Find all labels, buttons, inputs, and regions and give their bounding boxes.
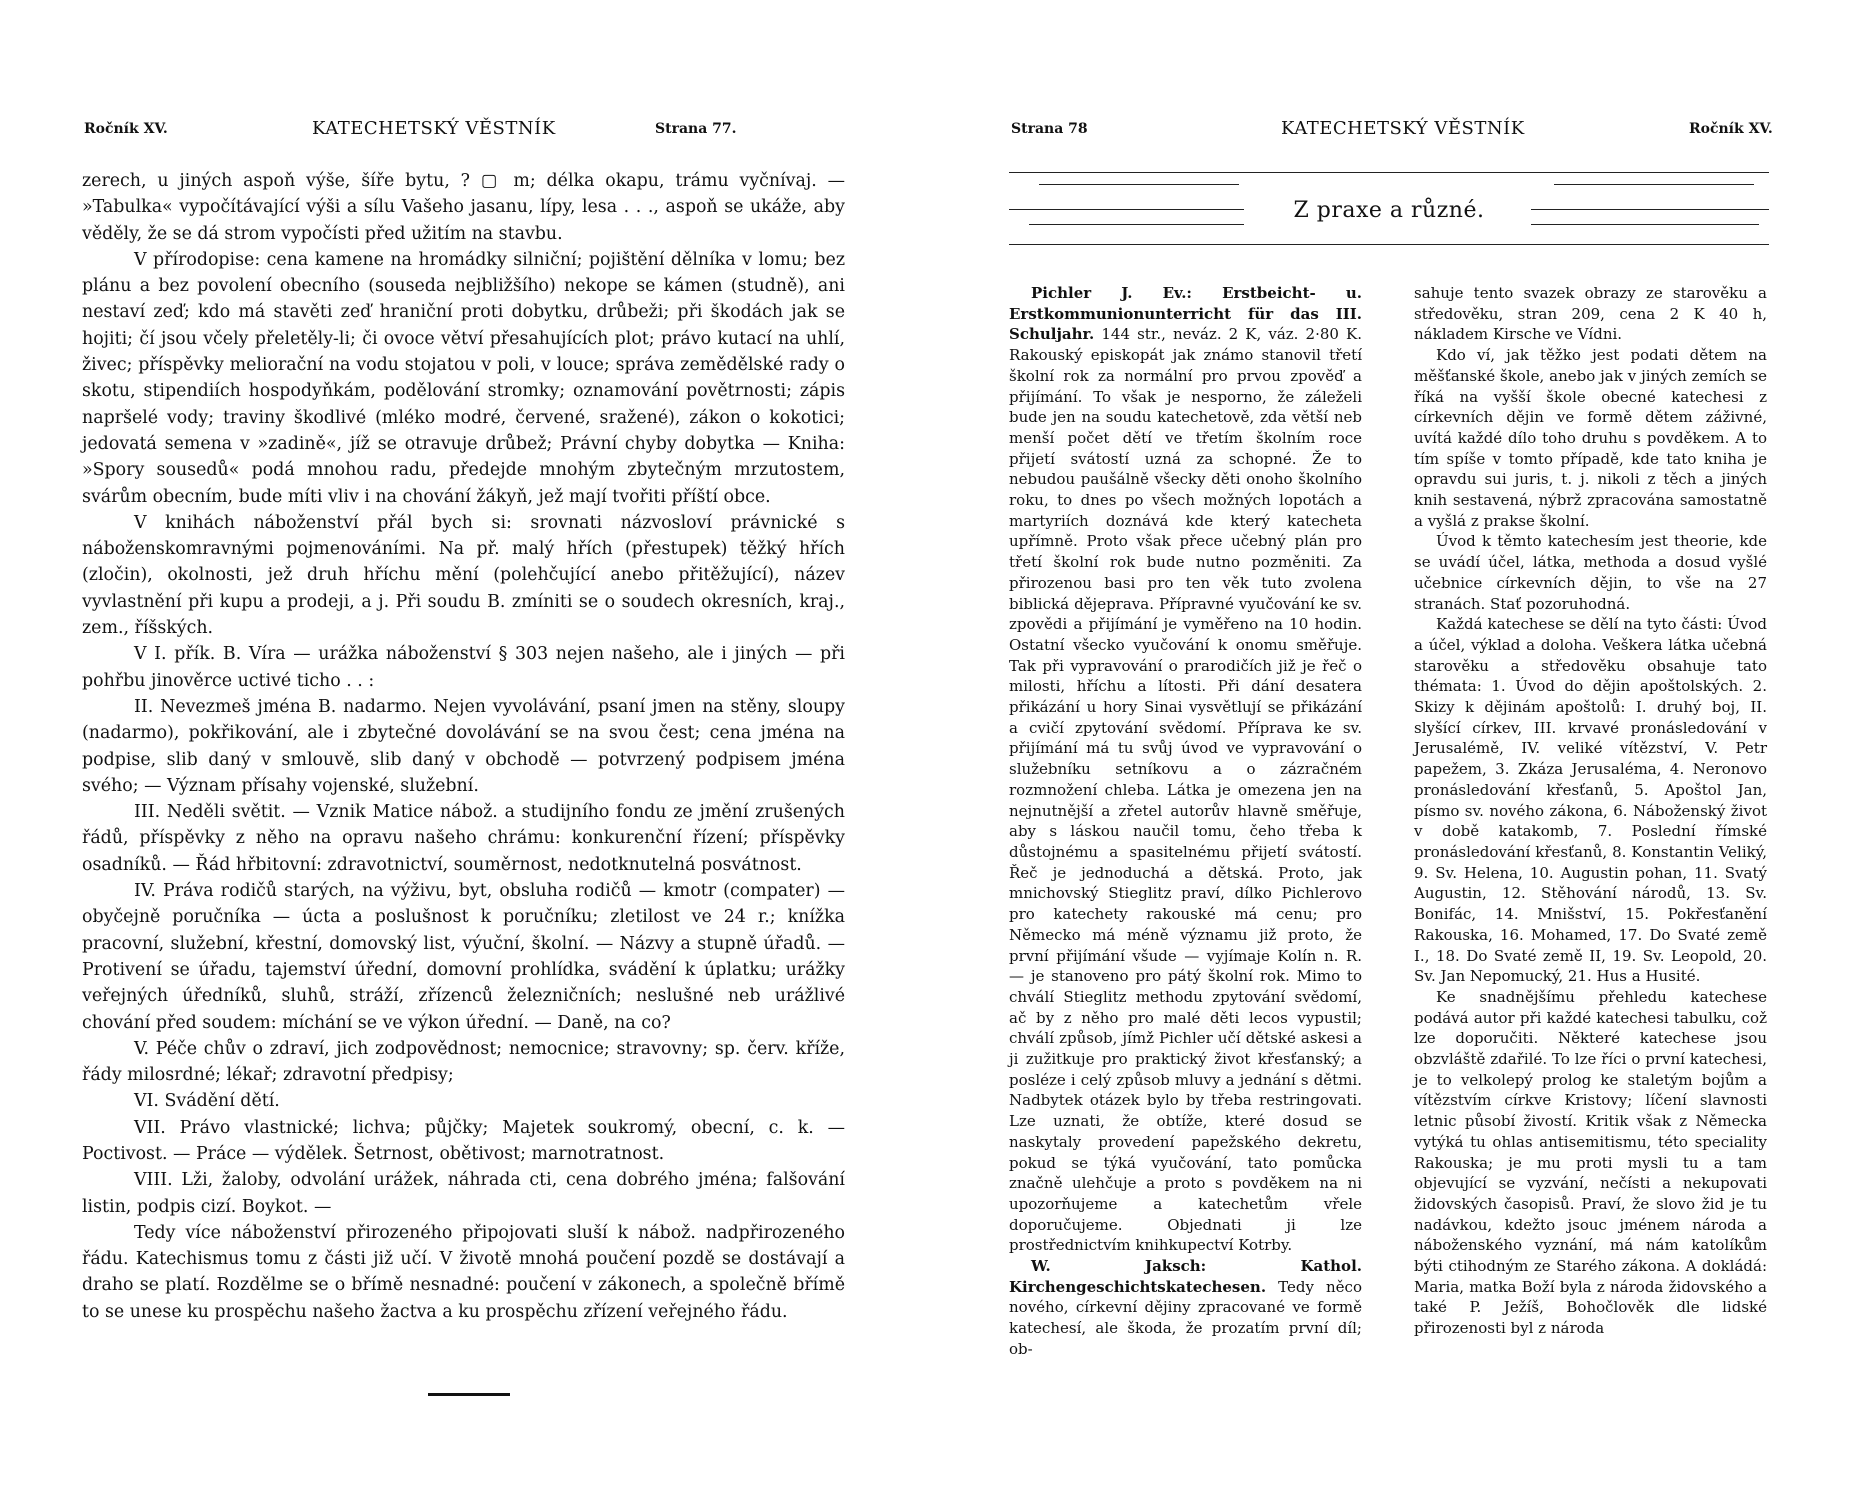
paragraph: V. Péče chův o zdraví, jich zodpovědnost; nemocnice; stravovny; sp. červ. kříže, řády milosrdné; lékař; zdravotní předpisy; bbox=[82, 1038, 845, 1086]
paragraph: V přírodopise: cena kamene na hromádky silniční; pojištění dělníka v lomu; bez plánu a bez povolení obecního (souseda nejbližšího) nekope se kámen (studně), ani nestaví zeď; kdo má stavěti zeď hraniční proti dobytku, drůbeži; při škodách jak se hojiti; čí jsou včely přeletěly-li; či ovoce větví přesahujících plot; právo kutací na uhlí, živec; příspěvky meliorační na vodu stojatou v poli, v louce; správa zemědělské rady o skotu, stipendiích hospodyňkám, podělování stromky; oznamování povětrnosti; zápis napršelé vody; traviny škodlivé (mléko modré, červené, sražené), zákon o kokotici; jedovatá semena v »zadině«, jíž se otravuje drůbež; Právní chyby dobytka — Kniha: »Spory sousedů« podá mnohou radu, předejde mnohým zbytečným mrzutostem, svárům obecním, bude míti vliv i na chování žákyň, jež mají tvořiti příští obce. bbox=[82, 249, 845, 507]
rule bbox=[1554, 184, 1754, 185]
review-text: 144 str., neváz. 2 K, váz. 2·80 K. Rakouský episkopát jak známo stanovil třetí školní rok za normální pro prvou zpověď a přijímání. To však je nesporno, že záleželi bude jen na soudu katechetově, zda větší neb menší počet dětí ve třetím školním roce přijetí svátostí uzná za schopné. Že to nebudou paušálně všecky děti onoho školního roku, to dnes po všech možných lopotách a martyriích doznává kde který katecheta upřímně. Proto však přece učebný plán pro třetí školní rok bude nutno pozměniti. Za přirozenou basi pro ten věk tuto zvolena biblická dějeprava. Přípravné vyučování ke sv. zpovědi a přijímání je vyměřeno na 10 hodin. Ostatní všecko vyučování k onomu směřuje. Tak při vypravování o prarodičích již je řeč o milosti, hříchu a lítosti. Při dání desatera přikázání u hory Sinai vysvětlují se přikázání a cvičí zpytování svědomí. Příprava ke sv. přijímání má tu svůj úvod ve vypravování o služebníku setníkovu a o zázračném rozmnožení chleba. Látka je omezena jen na nejnutnější a zřetel autorův hlavně směřuje, aby s láskou naučil tomu, čeho třeba k důstojnému a spasitelnému přijetí svátostí. Řeč je jednoduchá a dětská. Proto, jak mnichovský Stieglitz praví, dílko Pichlerovo pro katechety rakouské má cenu; pro Německo má méně významu již proto, že první přijímání všude — vyjímaje Kolín n. R. — je stanoveno pro pátý školní rok. Mimo to chválí Stieglitz methodu zpytování svědomí, ač by z něho pro malé děti lecos vypustil; chválí způsob, jímž Pichler učí dětské askesi a ji zužitkuje pro praktický život křesťanský; a posléze i celý způsob mluvy a jednání s dětmi. Nadbytek otázek bylo by třeba restringovati. Lze uznati, že obtíže, které dosud se naskytaly provedení papežského dekretu, pokud se týká vyučování, tato pomůcka značně ulehčuje a proto s povděkem na ni upozorňujeme a katechetům vřele doporučujeme. Objednati ji lze prostřednictvím knihkupectví Kotrby. bbox=[1009, 325, 1362, 1255]
paragraph: sahuje tento svazek obrazy ze starověku a středověku, stran 209, cena 2 K 40 h, nákladem Kirsche ve Vídni. bbox=[1414, 284, 1767, 344]
right-running-head-page: Strana 78 bbox=[1011, 121, 1088, 137]
review-entry bbox=[1009, 1256, 1362, 1360]
rule bbox=[1009, 244, 1769, 245]
paragraph: Každá katechese se dělí na tyto části: Úvod a účel, výklad a doloha. Veškera látka učebná starověku a středověku obsahuje tato thémata: 1. Úvod do dějin apoštolských. 2. Skizy k dějinám apoštolů: I. druhý boj, II. slyšící církev, III. krvavé pronásledování v Jerusalémě, IV. veliké vítězství, V. Petr papežem, 3. Zkáza Jerusaléma, 4. Neronovo pronásledování křesťanů, 5. Apoštol Jan, písmo sv. nového zákona, 6. Náboženský život v době katakomb, 7. Poslední římské pronásledování křesťanů, 8. Konstantin Veliký, 9. Sv. Helena, 10. Augustin pohan, 11. Svatý Augustin, 12. Stěhování národů, 13. Sv. Bonifác, 14. Mnišství, 15. Pokřesťanění Rakouska, 16. Mohamed, 17. Do Svaté země I., 18. Do Svaté země II, 19. Sv. Leopold, 20. Sv. Jan Nepomucký, 21. Hus a Husité. bbox=[1414, 615, 1767, 986]
paragraph: zerech, u jiných aspoň výše, šíře bytu, ? ▢ m; délka okapu, trámu vyčnívaj. — »Tabulka« vypočítávající výši a sílu Vašeho jasanu, lípy, lesa . . ., aspoň se ukáže, aby věděly, že se dá strom vypočísti před užitím na stavbu. bbox=[82, 171, 845, 244]
paragraph: III. Neděli světit. — Vznik Matice nábož. a studijního fondu ze jmění zrušených řádů, příspěvky z něho na opravu našeho chrámu: konkurenční řízení; příspěvky osadníků. — Řád hřbitovní: zdravotnictví, souměrnost, nedotknutelná posvátnost. bbox=[82, 802, 845, 875]
review-entry bbox=[1009, 283, 1362, 1256]
left-running-head-volume: Ročník XV. bbox=[84, 121, 168, 137]
right-column-2 bbox=[1414, 283, 1767, 1339]
left-body-text bbox=[82, 168, 845, 1325]
paragraph: VII. Právo vlastnické; lichva; půjčky; Majetek soukromý, obecní, c. k. — Poctivost. — Práce — výdělek. Šetrnost, obětivost; marnotratnost. bbox=[82, 1117, 845, 1164]
paragraph: II. Nevezmeš jména B. nadarmo. Nejen vyvolávání, psaní jmen na stěny, sloupy (nadarmo), pokřikování, ale i zbytečné dovolávání se na svou čest; cena jména na podpise, slib daný v smlouvě, slib daný v obchodě — potvrzený podpisem jména svého; — Význam přísahy vojenské, služební. bbox=[82, 696, 845, 796]
review-heading: W. Jaksch: Kathol. Kirchengeschichtskatechesen. bbox=[1009, 1257, 1362, 1296]
review-heading: Pichler J. Ev.: Erstbeicht- u. Erstkommunionunterricht für das III. Schuljahr. bbox=[1009, 284, 1362, 344]
paragraph: Tedy více náboženství přirozeného připojovati sluší k nábož. nadpřirozeného řádu. Katechismus tomu z části již učí. V životě mnohá poučení pozdě se dostávají a draho se platí. Rozdělme se o břímě nesnadné: poučení v zákonech, a společně břímě to se unese ku prospěchu našeho žactva a ku prospěchu zřízení veřejného řádu. bbox=[82, 1222, 845, 1322]
rule bbox=[1009, 172, 1769, 173]
rule bbox=[1039, 184, 1239, 185]
paragraph: Kdo ví, jak těžko jest podati dětem na měšťanské škole, anebo jak v jiných zemích se říká na vyšší škole obecné katechesi z církevních dějin ve formě dětem záživné, uvítá každé dílo toho druhu s povděkem. A to tím spíše v tomto případě, kde tato kniha je opravdu sui juris, t. j. nikoli z těch a jiných knih sestavená, nýbrž zpracována samostatně a vyšlá z prakse školní. bbox=[1414, 346, 1767, 530]
end-rule bbox=[428, 1393, 510, 1396]
rule bbox=[1531, 224, 1759, 225]
rule bbox=[1029, 224, 1244, 225]
paragraph: Ke snadnějšímu přehledu katechese podává autor při každé katechesi tabulku, což lze doporučiti. Některé katechese jsou obzvláště zdařilé. To lze říci o první katechesi, je to velkolepý prolog ke staletým bojům a vítězstvím církve Kristovy; líčení slavnosti letnic působí živostí. Kritik však z Německa vytýká tu ohlas antisemitismu, této speciality Rakouska; je mu proti mysli tu a tam objevující se vyzvání, nečísti a nekupovati židovských časopisů. Praví, že slovo žid je tu nadávkou, kdežto jsouc jménem národa a náboženského vyznání, má nám katolíkům býti ctihodným ze Starého zákona. A dokládá: Maria, matka Boží byla z národa židovského a také P. Ježíš, Bohočlověk dle lidské přirozenosti byl z národa bbox=[1414, 987, 1767, 1338]
left-running-head-title: KATECHETSKÝ VĚSTNÍK bbox=[312, 118, 556, 139]
paragraph: IV. Práva rodičů starých, na výživu, byt, obsluha rodičů — kmotr (compater) — obyčejně poručníka — úcta a poslušnost k poručníku; zletilost ve 24 r.; knížka pracovní, služební, křestní, domovský list, výuční, školní. — Názvy a stupně úřadů. — Protivení se úřadu, tajemství úřední, domovní prohlídka, svádění k úplatku; urážky veřejných úředníků, sluhů, stráží, zřízenců železničních; neslušné neb urážlivé chování před soudem: míchání se ve výkon úřední. — Daně, na co? bbox=[82, 881, 845, 1033]
paragraph: V I. přík. B. Víra — urážka náboženství § 303 nejen našeho, ale i jiných — při pohřbu jinověrce uctivé ticho . . : bbox=[82, 644, 845, 691]
paragraph: VI. Svádění dětí. bbox=[134, 1091, 280, 1112]
paragraph: Úvod k těmto katechesím jest theorie, kde se uvádí účel, látka, methoda a dosud vyšlé učebnice církevních dějin, to vše na 27 stranách. Stať pozoruhodná. bbox=[1414, 532, 1767, 613]
paragraph: VIII. Lži, žaloby, odvolání urážek, náhrada cti, cena dobrého jména; falšování listin, podpis cizí. Boykot. — bbox=[82, 1170, 845, 1217]
right-column-1 bbox=[1009, 283, 1362, 1360]
paragraph: V knihách náboženství přál bych si: srovnati názvosloví právnické s náboženskomravnými pojmenováními. Na př. malý hřích (přestupek) těžký hřích (zločin), okolnosti, jež druh hříchu mění (polehčující anebo přitěžující), název vyvlastnění při kupu a prodeji, a j. Při soudu B. zmíniti se o soudech okresních, kraj., zem., říšských. bbox=[82, 512, 845, 639]
right-page bbox=[929, 0, 1858, 1501]
section-title: Z praxe a různé. bbox=[1293, 198, 1485, 223]
review-text: Tedy něco nového, církevní dějiny zpracované ve formě katechesí, ale škoda, že prozatím první díl; ob- bbox=[1009, 1277, 1362, 1358]
right-running-head-title: KATECHETSKÝ VĚSTNÍK bbox=[1281, 118, 1525, 139]
section-heading-box bbox=[1009, 172, 1769, 246]
left-running-head-page: Strana 77. bbox=[655, 121, 737, 137]
right-running-head-volume: Ročník XV. bbox=[1689, 121, 1773, 137]
